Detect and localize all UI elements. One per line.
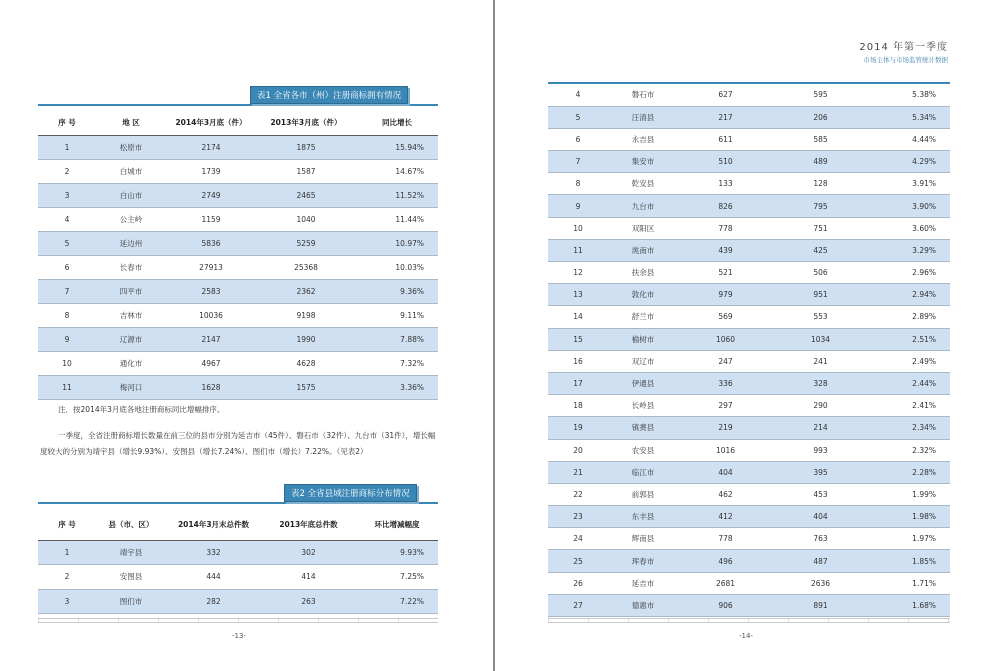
table-cell: 9 [38,327,96,351]
table-cell: 2749 [166,183,256,207]
table-cell: 公主岭 [96,207,166,231]
table-row [38,159,438,183]
table-cell: 247 [678,350,773,372]
table-cell: 496 [678,550,773,572]
table-cell: 11 [38,375,96,399]
table-cell: 510 [678,151,773,173]
table-cell: 榆树市 [608,328,678,350]
left-page [0,0,493,671]
table-row [38,327,438,351]
table-row [38,279,438,303]
table-row [38,375,438,399]
table-cell: 10 [548,217,608,239]
table-row [548,262,950,284]
table-cell: 1.68% [868,594,950,616]
table-cell: 241 [773,350,868,372]
table-cell: 9.36% [356,279,438,303]
table-cell: 439 [678,239,773,261]
table-cell: 集安市 [608,151,678,173]
table-row [38,207,438,231]
table-cell: 白城市 [96,159,166,183]
table-cell: 611 [678,128,773,150]
table-cell: 2681 [678,572,773,594]
table-cell: 521 [678,262,773,284]
table-cell: 四平市 [96,279,166,303]
table-cell: 553 [773,306,868,328]
table-cell: 5259 [256,231,356,255]
table-cell: 1016 [678,439,773,461]
table2-header: 2013年底总件数 [261,510,356,540]
table-row [548,173,950,195]
table-cell: 图们市 [96,589,166,614]
table-cell: 1040 [256,207,356,231]
table1-header: 同比增长 [356,111,438,135]
table-row [38,135,438,159]
table-cell: 吉林市 [96,303,166,327]
table-cell: 4.44% [868,128,950,150]
table-row [38,565,438,590]
table-cell: 763 [773,528,868,550]
table-cell: 6 [548,128,608,150]
table-cell: 13 [548,284,608,306]
table-cell: 10.03% [356,255,438,279]
table-cell: 9 [548,195,608,217]
table-cell: 778 [678,217,773,239]
table-cell: 镇赉县 [608,417,678,439]
table-cell: 395 [773,461,868,483]
table-cell: 2.32% [868,439,950,461]
table-cell: 汪清县 [608,106,678,128]
table-cell: 7.88% [356,327,438,351]
table1-note: 注．按2014年3月底各地注册商标同比增幅排序。 [58,405,225,414]
table-cell: 444 [166,565,261,590]
table-cell: 白山市 [96,183,166,207]
table-cell: 5836 [166,231,256,255]
table-cell: 263 [261,589,356,614]
table-cell: 336 [678,372,773,394]
table-cell: 8 [38,303,96,327]
table-cell: 磐石市 [608,84,678,106]
table-cell: 487 [773,550,868,572]
table-cell: 9.93% [356,540,438,565]
table-cell: 4628 [256,351,356,375]
table-cell: 17 [548,372,608,394]
table-cell: 328 [773,372,868,394]
table-cell: 5 [38,231,96,255]
table-cell: 11.44% [356,207,438,231]
table-cell: 10036 [166,303,256,327]
table-cell: 长春市 [96,255,166,279]
table-cell: 11.52% [356,183,438,207]
table-cell: 1060 [678,328,773,350]
table-cell: 洮南市 [608,239,678,261]
header-title: 2014 年第一季度 [859,42,948,53]
table2-header: 环比增减幅度 [356,510,438,540]
table-cell: 404 [678,461,773,483]
table-cell: 2 [38,159,96,183]
table-row [548,439,950,461]
table-cell: 辽源市 [96,327,166,351]
table-cell: 9198 [256,303,356,327]
table2-header: 2014年3月末总件数 [166,510,261,540]
table-cell: 10 [38,351,96,375]
table-cell: 乾安县 [608,173,678,195]
table-row [38,183,438,207]
table-cell: 延吉市 [608,572,678,594]
table1 [38,111,438,400]
table-cell: 3 [38,183,96,207]
table-cell: 1159 [166,207,256,231]
table-row [38,231,438,255]
table-cell: 404 [773,506,868,528]
table-cell: 7.25% [356,565,438,590]
table-row [548,284,950,306]
table-cell: 2.96% [868,262,950,284]
body-paragraph: 一季度，全省注册商标增长数量在前三位的县市分别为延吉市（45件）、磐石市（32件）、九台市（31件），增长幅度较大的分别为靖宇县（增长9.93%）、安图县（增长7.24%）、图们市（增长）7.22%。（见表2） [40,431,436,456]
table-cell: 906 [678,594,773,616]
table-cell: 2147 [166,327,256,351]
table-cell: 25 [548,550,608,572]
table-cell: 506 [773,262,868,284]
table-cell: 2.49% [868,350,950,372]
table1-header: 2014年3月底（件） [166,111,256,135]
table-cell: 1.99% [868,483,950,505]
table-cell: 延边州 [96,231,166,255]
table-row [548,350,950,372]
table-row [548,217,950,239]
table-row [548,84,950,106]
table-cell: 4 [38,207,96,231]
table-cell: 永吉县 [608,128,678,150]
table-cell: 2362 [256,279,356,303]
table-cell: 2.41% [868,395,950,417]
table-row [548,417,950,439]
table-cell: 1628 [166,375,256,399]
table-cell: 靖宇县 [96,540,166,565]
table-cell: 778 [678,528,773,550]
table-cell: 2 [38,565,96,590]
table1-header: 地 区 [96,111,166,135]
table-cell: 7.32% [356,351,438,375]
table-cell: 8 [548,173,608,195]
table-row [548,483,950,505]
table-cell: 农安县 [608,439,678,461]
table-cell: 7 [548,151,608,173]
table-cell: 辉南县 [608,528,678,550]
table-row [548,328,950,350]
table-cell: 前郭县 [608,483,678,505]
table-row [548,395,950,417]
table-cell: 1587 [256,159,356,183]
table2-header: 序 号 [38,510,96,540]
table-cell: 5.38% [868,84,950,106]
table-cell: 15 [548,328,608,350]
table-cell: 4 [548,84,608,106]
table-cell: 795 [773,195,868,217]
table-cell: 9.11% [356,303,438,327]
table-cell: 2174 [166,135,256,159]
table-cell: 25368 [256,255,356,279]
table-cell: 595 [773,84,868,106]
table-row [38,540,438,565]
table-cell: 临江市 [608,461,678,483]
table-cell: 德惠市 [608,594,678,616]
table-cell: 19 [548,417,608,439]
table-cell: 5 [548,106,608,128]
table-row [548,550,950,572]
table-cell: 1.71% [868,572,950,594]
table-cell: 206 [773,106,868,128]
table-row [548,506,950,528]
table-cell: 长岭县 [608,395,678,417]
table-cell: 九台市 [608,195,678,217]
running-header [859,38,948,64]
table-cell: 302 [261,540,356,565]
table-cell: 26 [548,572,608,594]
table-cell: 217 [678,106,773,128]
table-cell: 453 [773,483,868,505]
table-cell: 1739 [166,159,256,183]
table-cell: 414 [261,565,356,590]
table-cell: 珲春市 [608,550,678,572]
table-cell: 东丰县 [608,506,678,528]
table-cell: 14 [548,306,608,328]
table-row [38,303,438,327]
table-cell: 412 [678,506,773,528]
table-cell: 2.89% [868,306,950,328]
table-cell: 梅河口 [96,375,166,399]
table-cell: 舒兰市 [608,306,678,328]
table-cell: 891 [773,594,868,616]
table-cell: 2583 [166,279,256,303]
table2-continued [548,84,950,617]
table-cell: 通化市 [96,351,166,375]
table-cell: 332 [166,540,261,565]
table-cell: 1.97% [868,528,950,550]
table2-header: 县（市、区） [96,510,166,540]
table-cell: 425 [773,239,868,261]
table-cell: 2.34% [868,417,950,439]
table-cell: 4967 [166,351,256,375]
table-cell: 14.67% [356,159,438,183]
table-row [38,255,438,279]
table-cell: 297 [678,395,773,417]
table-cell: 伊通县 [608,372,678,394]
table-cell: 3.60% [868,217,950,239]
table-row [548,195,950,217]
table1-header: 2013年3月底（件） [256,111,356,135]
table-cell: 松原市 [96,135,166,159]
table-cell: 22 [548,483,608,505]
table-cell: 27913 [166,255,256,279]
table-cell: 20 [548,439,608,461]
table-cell: 1990 [256,327,356,351]
table-row [548,572,950,594]
table-cell: 双阳区 [608,217,678,239]
table-cell: 1.85% [868,550,950,572]
table-cell: 2465 [256,183,356,207]
table-cell: 12 [548,262,608,284]
table-cell: 133 [678,173,773,195]
table-cell: 585 [773,128,868,150]
table-row [548,239,950,261]
table1-caption: 表1 全省各市（州）注册商标拥有情况 [250,86,408,104]
table-row [548,528,950,550]
table-cell: 23 [548,506,608,528]
table-cell: 7.22% [356,589,438,614]
table-cell: 1.98% [868,506,950,528]
footer-rule [548,618,950,623]
table-cell: 569 [678,306,773,328]
right-page [495,0,988,671]
table-row [548,106,950,128]
table-cell: 3.90% [868,195,950,217]
table-cell: 4.29% [868,151,950,173]
table-cell: 1875 [256,135,356,159]
table-cell: 扶余县 [608,262,678,284]
table-cell: 16 [548,350,608,372]
table-cell: 27 [548,594,608,616]
table1-header: 序 号 [38,111,96,135]
table-row [548,372,950,394]
table-cell: 3.36% [356,375,438,399]
table-cell: 2.51% [868,328,950,350]
table-row [38,589,438,614]
table-cell: 敦化市 [608,284,678,306]
table-cell: 489 [773,151,868,173]
table2-caption: 表2 全省县域注册商标分布情况 [284,484,417,502]
header-subtitle: 市场主体与市场监管统计数据 [863,56,948,64]
table-row [548,594,950,616]
table-row [38,351,438,375]
table-cell: 3 [38,589,96,614]
table-cell: 2.28% [868,461,950,483]
table-cell: 214 [773,417,868,439]
table-cell: 826 [678,195,773,217]
table-cell: 2636 [773,572,868,594]
table-cell: 安图县 [96,565,166,590]
table-cell: 7 [38,279,96,303]
table-cell: 993 [773,439,868,461]
table-row [548,128,950,150]
table-cell: 751 [773,217,868,239]
table-cell: 3.91% [868,173,950,195]
table-cell: 24 [548,528,608,550]
table-row [548,306,950,328]
table-cell: 2.44% [868,372,950,394]
table-cell: 双辽市 [608,350,678,372]
page-number: -14- [739,632,753,640]
table-cell: 1034 [773,328,868,350]
table-cell: 21 [548,461,608,483]
table-cell: 1 [38,540,96,565]
table-row [548,461,950,483]
footer-rule [38,618,438,623]
table-cell: 18 [548,395,608,417]
table-cell: 290 [773,395,868,417]
table-cell: 2.94% [868,284,950,306]
table-cell: 15.94% [356,135,438,159]
table-cell: 5.34% [868,106,950,128]
table2 [38,510,438,614]
table-cell: 1 [38,135,96,159]
table-cell: 951 [773,284,868,306]
table-cell: 979 [678,284,773,306]
table-row [548,151,950,173]
page-number: -13- [232,632,246,640]
table-cell: 219 [678,417,773,439]
table-cell: 627 [678,84,773,106]
table-cell: 1575 [256,375,356,399]
table-cell: 6 [38,255,96,279]
table-cell: 11 [548,239,608,261]
table-cell: 282 [166,589,261,614]
table-cell: 462 [678,483,773,505]
table-cell: 10.97% [356,231,438,255]
table-cell: 128 [773,173,868,195]
table-cell: 3.29% [868,239,950,261]
